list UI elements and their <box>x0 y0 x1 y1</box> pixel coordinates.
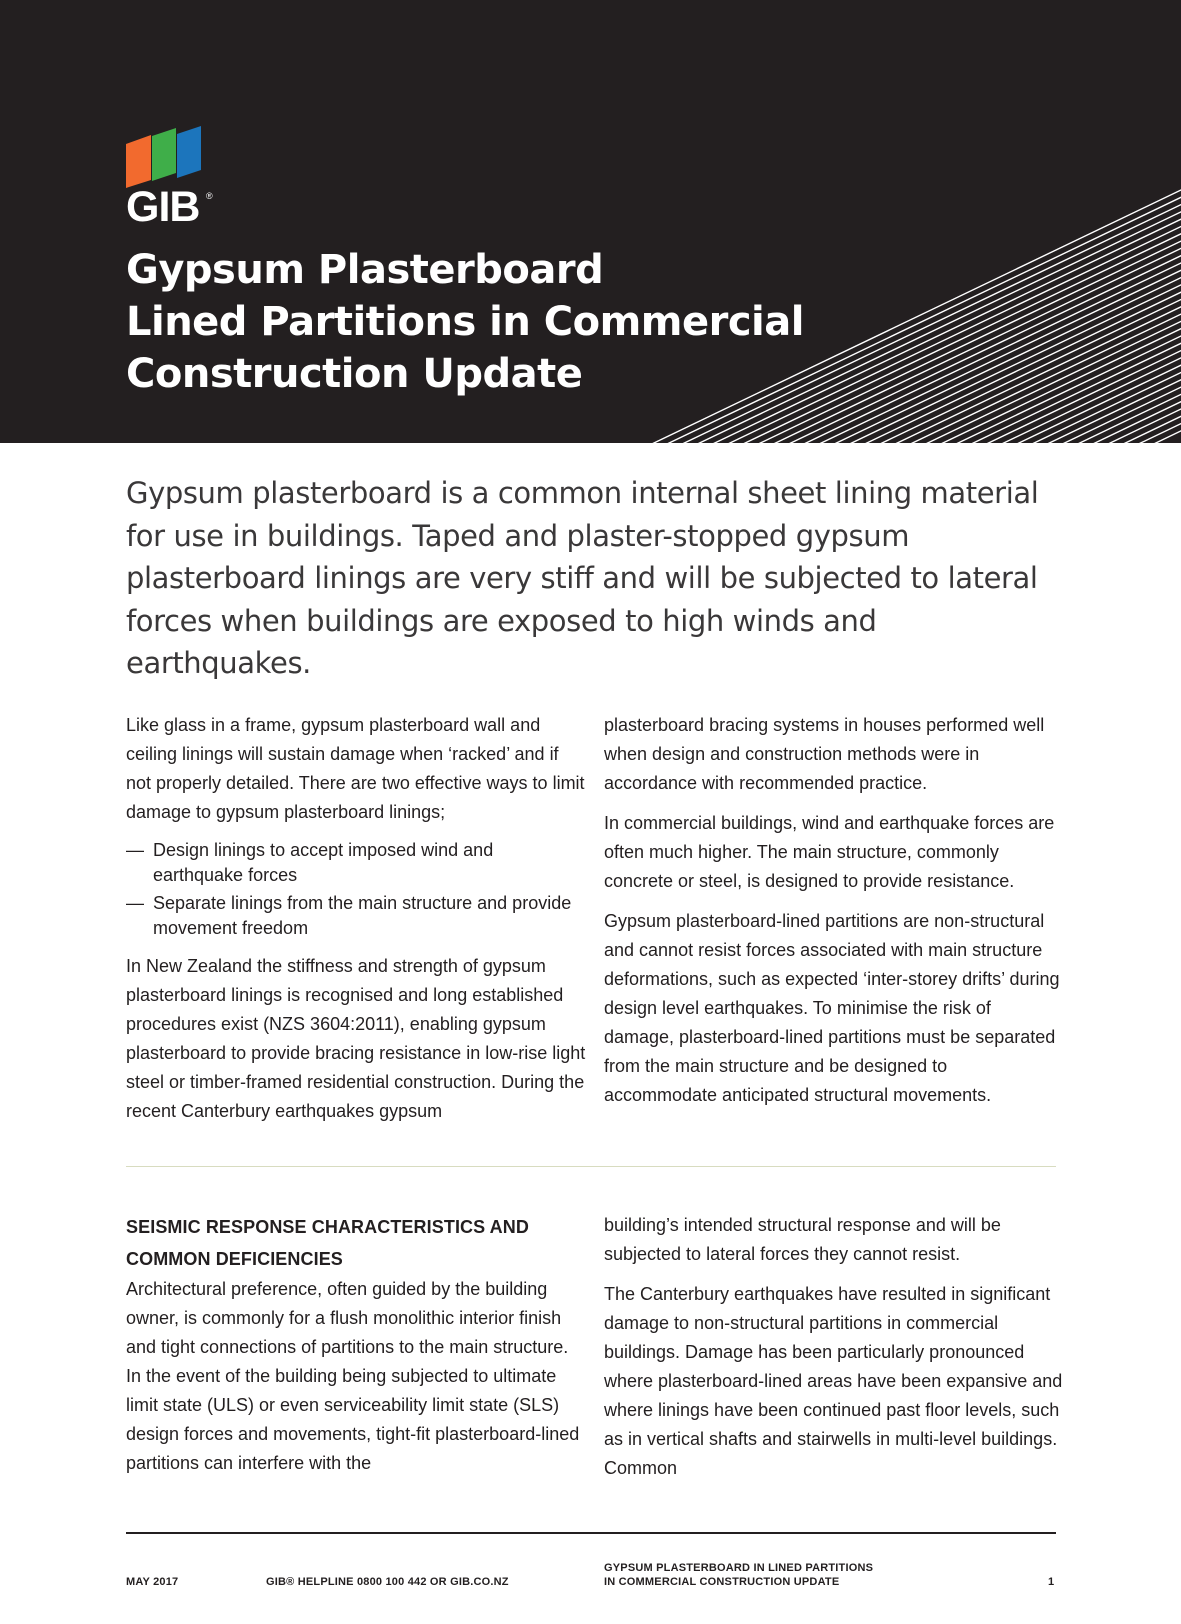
gib-logo-text: GIB <box>126 183 200 231</box>
section1-column-right <box>604 711 1064 1121</box>
section2-column-right <box>604 1211 1064 1494</box>
section-divider <box>126 1166 1056 1167</box>
list-item-text: Design linings to accept imposed wind and earthquake forces <box>153 840 494 885</box>
registered-mark: ® <box>206 191 213 201</box>
section2-column-left <box>126 1211 586 1489</box>
header-banner <box>0 0 1181 443</box>
page-title <box>126 244 826 400</box>
title-line-3: Construction Update <box>126 351 583 397</box>
footer-title-line-2: IN COMMERCIAL CONSTRUCTION UPDATE <box>604 1576 840 1588</box>
dash-bullet: — <box>126 840 144 860</box>
footer-helpline: GIB® HELPLINE 0800 100 442 OR GIB.CO.NZ <box>266 1576 509 1588</box>
paragraph: Like glass in a frame, gypsum plasterboard wall and ceiling linings will sustain damage when ‘racked’ and if not properly detailed. There are two effective ways to limit damage to gypsum plasterboard linings; <box>126 715 585 822</box>
gib-logo-mark-icon <box>126 126 206 188</box>
footer-document-title <box>604 1561 873 1589</box>
footer-date: MAY 2017 <box>126 1576 179 1588</box>
section1-column-left <box>126 711 586 1137</box>
list-item-text: Separate linings from the main structure and provide movement freedom <box>153 893 572 938</box>
bullet-list <box>126 838 586 941</box>
title-line-2: Lined Partitions in Commercial <box>126 299 804 345</box>
footer-rule <box>126 1532 1056 1534</box>
list-item <box>126 891 586 941</box>
list-item <box>126 838 586 888</box>
footer-title-line-1: GYPSUM PLASTERBOARD IN LINED PARTITIONS <box>604 1562 874 1574</box>
gib-logo <box>126 126 216 232</box>
paragraph: In commercial buildings, wind and earthquake forces are often much higher. The main structure, commonly concrete or steel, is designed to provide resistance. <box>604 813 1055 891</box>
page-number: 1 <box>1048 1576 1055 1588</box>
section-heading: SEISMIC RESPONSE CHARACTERISTICS AND COMMON DEFICIENCIES <box>126 1217 529 1269</box>
paragraph: Architectural preference, often guided by the building owner, is commonly for a flush monolithic interior finish and tight connections of partitions to the main structure. In the event of the building being subjected to ultimate limit state (ULS) or even serviceability limit state (SLS) design forces and movements, tight-fit plasterboard-lined partitions can interfere with the <box>126 1279 580 1473</box>
title-line-1: Gypsum Plasterboard <box>126 247 604 293</box>
dash-bullet: — <box>126 893 144 913</box>
paragraph: building’s intended structural response and will be subjected to lateral forces they cannot resist. <box>604 1215 1001 1264</box>
paragraph: The Canterbury earthquakes have resulted in significant damage to non-structural partitions in commercial buildings. Damage has been particularly pronounced where plasterboard-lined areas have been expansive and where linings have been continued past floor levels, such as in vertical shafts and stairwells in multi-level buildings. Common <box>604 1284 1063 1478</box>
paragraph: In New Zealand the stiffness and strength of gypsum plasterboard linings is recognised and long established procedures exist (NZS 3604:2011), enabling gypsum plasterboard to provide bracing resistance in low-rise light steel or timber-framed residential construction. During the recent Canterbury earthquakes gypsum <box>126 956 586 1121</box>
paragraph: Gypsum plasterboard-lined partitions are non-structural and cannot resist forces associated with main structure deformations, such as expected ‘inter-storey drifts’ during design level earthquakes. To minimise the risk of damage, plasterboard-lined partitions must be separated from the main structure and be designed to accommodate anticipated structural movements. <box>604 911 1060 1105</box>
paragraph: plasterboard bracing systems in houses performed well when design and construction methods were in accordance with recommended practice. <box>604 715 1045 793</box>
intro-paragraph: Gypsum plasterboard is a common internal sheet lining material for use in buildings. Taped and plaster-stopped gypsum plasterboard linings are very stiff and will be subjected to lateral forces when buildings are exposed to high winds and earthquakes. <box>126 476 1039 680</box>
